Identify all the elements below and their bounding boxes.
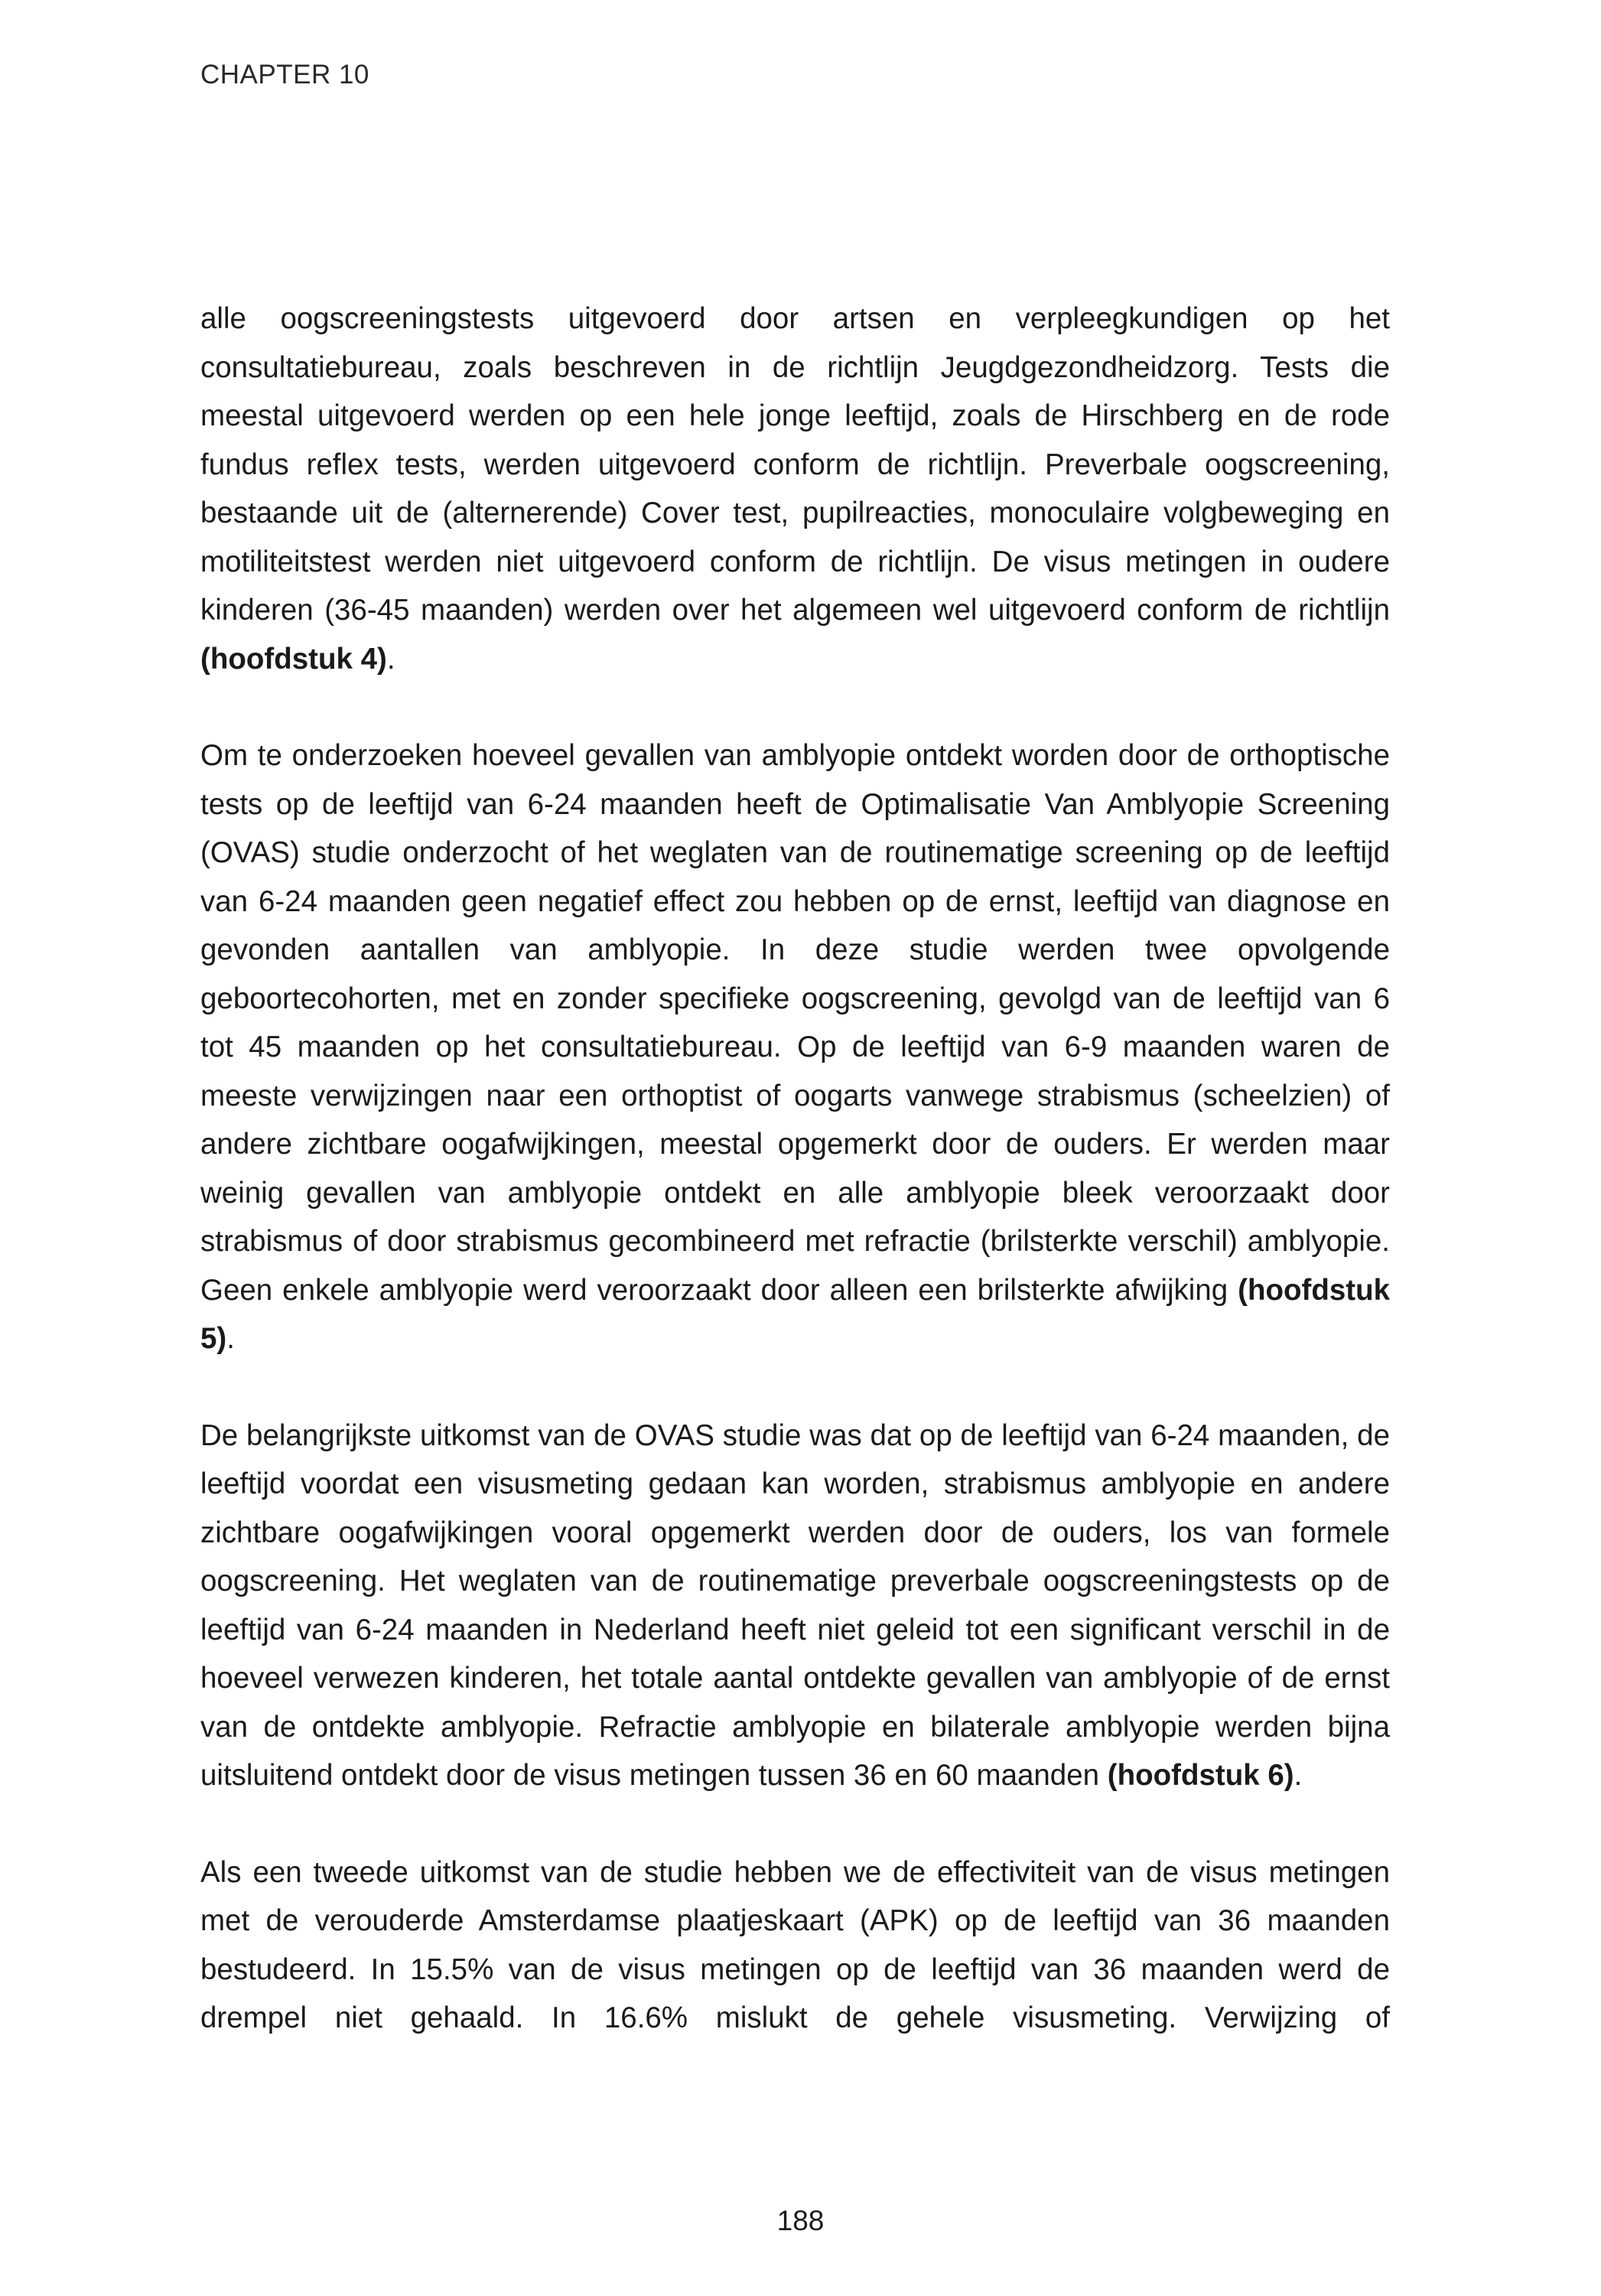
paragraph-text: Als een tweede uitkomst van de studie hebben we de effectiviteit van de visus metingen met de verouderde Amsterdamse plaatjeskaart (APK) op de leeftijd van 36 maanden bestudeerd. In 15.5% van de visus metingen op de leeftijd van 36 maanden werd de drempel niet gehaald. In 16.6% mislukt de gehele visusmeting. Verwijzing of xyxy=(200,1855,1390,2034)
paragraph xyxy=(200,1412,1390,1800)
chapter-header: CHAPTER 10 xyxy=(200,60,369,90)
paragraph xyxy=(200,1848,1390,2043)
chapter-reference: (hoofdstuk 6) xyxy=(1107,1759,1294,1792)
paragraph-text: alle oogscreeningstests uitgevoerd door artsen en verpleegkundigen op het consultatiebureau, zoals beschreven in de richtlijn Jeugdgezondheidzorg. Tests die meestal uitgevoerd werden op een hele jonge leeftijd, zoals de Hirschberg en de rode fundus reflex tests, werden uitgevoerd conform de richtlijn. Preverbale oogscreening, bestaande uit de (alternerende) Cover test, pupilreacties, monoculaire volgbeweging en motiliteitstest werden niet uitgevoerd conform de richtlijn. De visus metingen in oudere kinderen (36-45 maanden) werden over het algemeen wel uitgevoerd conform de richtlijn xyxy=(200,302,1390,627)
chapter-reference: (hoofdstuk 4) xyxy=(200,642,387,676)
paragraph-text: Om te onderzoeken hoeveel gevallen van amblyopie ontdekt worden door de orthoptische tests op de leeftijd van 6-24 maanden heeft de Optimalisatie Van Amblyopie Screening (OVAS) studie onderzocht of het weglaten van de routinematige screening op de leeftijd van 6-24 maanden geen negatief effect zou hebben op de ernst, leeftijd van diagnose en gevonden aantallen van amblyopie. In deze studie werden twee opvolgende geboortecohorten, met en zonder specifieke oogscreening, gevolgd van de leeftijd van 6 tot 45 maanden op het consultatiebureau. Op de leeftijd van 6-9 maanden waren de meeste verwijzingen naar een orthoptist of oogarts vanwege strabismus (scheelzien) of andere zichtbare oogafwijkingen, meestal opgemerkt door de ouders. Er werden maar weinig gevallen van amblyopie ontdekt en alle amblyopie bleek veroorzaakt door strabismus of door strabismus gecombineerd met refractie (brilsterkte verschil) amblyopie. Geen enkele amblyopie werd veroorzaakt door alleen een brilsterkte afwijking xyxy=(200,739,1390,1307)
paragraph-end: . xyxy=(226,1322,235,1355)
page-number: 188 xyxy=(776,2205,825,2236)
body-text xyxy=(200,295,1390,2043)
paragraph xyxy=(200,731,1390,1363)
chapter-reference: (hoofdstuk 5) xyxy=(200,1273,1390,1355)
paragraph-end: . xyxy=(1293,1759,1303,1792)
paragraph xyxy=(200,295,1390,683)
paragraph-end: . xyxy=(386,642,395,676)
paragraph-text: De belangrijkste uitkomst van de OVAS studie was dat op de leeftijd van 6-24 maanden, de leeftijd voordat een visusmeting gedaan kan worden, strabismus amblyopie en andere zichtbare oogafwijkingen vooral opgemerkt werden door de ouders, los van formele oogscreening. Het weglaten van de routinematige preverbale oogscreeningstests op de leeftijd van 6-24 maanden in Nederland heeft niet geleid tot een significant verschil in de hoeveel verwezen kinderen, het totale aantal ontdekte gevallen van amblyopie of de ernst van de ontdekte amblyopie. Refractie amblyopie en bilaterale amblyopie werden bijna uitsluitend ontdekt door de visus metingen tussen 36 en 60 maanden xyxy=(200,1418,1390,1792)
